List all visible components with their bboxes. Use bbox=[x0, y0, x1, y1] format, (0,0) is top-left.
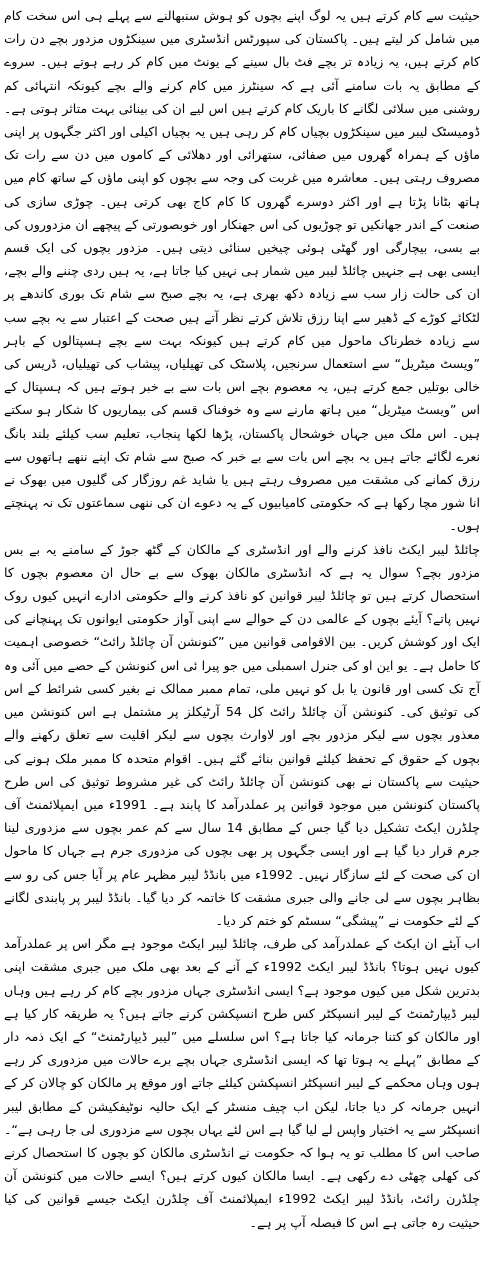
article-paragraph-1: حیثیت سے کام کرتے ہیں یہ لوگ اپنے بچوں کو ہوش سنبھالنے سے پہلے ہی اس سخت کام میں شامل کر لیتے ہیں۔ پاکستان کی سپورٹس انڈسٹری میں سینکڑوں مزدور بچے دن رات کام کرتے ہیں، یہ زیادہ تر بچے فٹ بال سینے کے یونٹ میں کام کر رہے ہوتے ہیں۔ سروے کے مطابق یہ بات سامنے آئی ہے کہ سینٹرز میں کام کرنے والے بچے کیونکہ انتہائی کم روشنی میں سلائی لگانے کا باریک کام کرتے ہیں اس لیے ان کی بینائی بہت متاثر ہوتی ہے۔ ڈومیسٹک لیبر میں سینکڑوں بچیاں کام کر رہی ہیں یہ بچیاں اکیلی اور اکثر جگہوں پر اپنی ماؤں کے ہمراہ گھروں میں صفائی، ستھرائی اور دھلائی کے کاموں میں دن سے رات تک مصروف رہتی ہیں۔ معاشرہ میں غربت کی وجہ سے بچوں کو اپنی ماؤں کے ساتھ کام میں ہاتھ بٹانا پڑتا ہے اور اکثر دوسرے گھروں کا کام کاج بھی کرتی ہیں۔ چوڑی سازی کی صنعت کے اندر جھانکیں تو چوڑیوں کی اس جھنکار اور خوبصورتی کے پیچھے ان مزدوروں کی بے بسی، بیچارگی اور گھٹی ہوئی چیخیں سنائی دیتی ہیں۔ مزدور بچوں کی ایک قسم ایسی بھی ہے جنہیں چائلڈ لیبر میں شمار ہی نہیں کیا جاتا ہے، یہ ہیں ردی چننے والے بچے، ان کی حالت زار سب سے زیادہ دکھ بھری ہے، یہ بچے صبح سے شام تک بوری کاندھے پر لٹکائے کوڑے کے ڈھیر سے اپنا رزق تلاش کرتے نظر آتے ہیں صحت کے اعتبار سے یہ بچے سب سے زیادہ خطرناک ماحول میں کام کرتے ہیں کیونکہ بہت سے بچے ہسپتالوں کے باہر ”ویسٹ میٹریل“ سے استعمال سرنجیں، پلاسٹک کی تھیلیاں، پیشاب کی تھیلیاں، ڈریس کی خالی بوتلیں جمع کرتے ہیں، یہ معصوم بچے اس بات سے بے خبر ہوتے ہیں کہ ہسپتال کے اس ”ویسٹ میٹریل“ میں ہاتھ مارنے سے وہ خوفناک قسم کی بیماریوں کا شکار ہو سکتے ہیں۔ اس ملک میں جہاں خوشحال پاکستان، پڑھا لکھا پنجاب، تعلیم سب کیلئے بلند بانگ نعرے لگائے جاتے ہیں یہ بچے اس بات سے بے خبر کہ صبح سے شام تک اپنے ننھے ہاتھوں سے رزق کمانے کی مشقت میں مصروف رہتے ہیں یا شاید غم روزگار کی گلیوں میں بھوک نے انا شور مچا رکھا ہے کہ حکومتی کامیابیوں کے یہ دعوے ان کی ننھی سماعتوں تک نہ پہنچتے ہوں۔ bbox=[4, 8, 480, 534]
article-paragraph-3: اب آیئے ان ایکٹ کے عملدرآمد کی طرف، چائلڈ لیبر ایکٹ موجود ہے مگر اس پر عملدرآمد کیوں نہیں ہوتا؟ بانڈڈ لیبر ایکٹ 1992ء کے آنے کے بعد بھی ملک میں جبری مشقت اپنی بدترین شکل میں کیوں موجود ہے؟ ایسی انڈسٹری جہاں مزدور بچے کام کر رہے ہیں وہاں لیبر ڈیپارٹمنٹ کے لیبر انسپکٹر کس طرح انسپکشن کرنے جاتے ہیں؟ یہ طریقہ کار کیا ہے اور مالکان کو کتنا جرمانہ کیا جاتا ہے؟ اس سلسلے میں ”لیبر ڈیپارٹمنٹ“ کے ایک ذمہ دار کے مطابق ”پہلے یہ ہوتا تھا کہ ایسی انڈسٹری جہاں بچے برے حالات میں مزدوری کر رہے ہوں وہاں محکمے کے لیبر انسپکٹر انسپکشن کیلئے جاتے اور موقع پر مالکان کو چالان کر کے انہیں جرمانہ کر دیا جاتا، لیکن اب چیف منسٹر کے ایک حالیہ نوٹیفکیشن کے مطابق لیبر انسپکٹر سے یہ اختیار واپس لے لیا گیا ہے اس لئے یہاں بچوں سے مزدوری لی جا رہی ہے“۔ صاحب اس کا مطلب تو یہ ہوا کہ حکومت نے انڈسٹری مالکان کو بچوں کا استحصال کرنے کی کھلی چھٹی دے رکھی ہے۔ ایسا مالکان کیوں کرتے ہیں؟ ایسے حالات میں کنونشن آن چلڈرن رائٹ، بانڈڈ لیبر ایکٹ 1992ء ایمپلائمنٹ آف چلڈرن ایکٹ جیسے قوانین کی کیا حیثیت رہ جاتی ہے اس کا فیصلہ آپ پر ہے۔ bbox=[4, 936, 480, 1230]
article-paragraph-2: چائلڈ لیبر ایکٹ نافذ کرنے والے اور انڈسٹری کے مالکان کے گٹھ جوڑ کے سامنے یہ بے بس مزدور بچے؟ سوال یہ ہے کہ انڈسٹری مالکان بھوک سے بے حال ان معصوم بچوں کا استحصال کرتے ہیں تو چائلڈ لیبر قوانین کو نافذ کرنے والے حکومتی ادارے انہیں کیوں روک نہیں پاتے؟ آیئے بچوں کے عالمی دن کے حوالے سے اپنی آواز حکومتی ایوانوں تک پہنچانے کی ایک اور کوشش کریں۔ بین الاقوامی قوانین میں ”کنونشن آن چائلڈ رائٹ“ خصوصی اہمیت کا حامل ہے۔ یو این او کی جنرل اسمبلی میں جو پیرا ئی اس کنونشن کے حصے میں آئی وہ آج تک کسی اور قانون یا بل کو نہیں ملی، تمام ممبر ممالک نے بغیر کسی شرائط کے اس کی توثیق کی۔ کنونشن آن چائلڈ رائٹ کل 54 آرٹیکلز پر مشتمل ہے اس کنونشن میں معذور بچوں سے لیکر مزدور بچے اور لاوارث بچوں سے لیکر اقلیت سے تعلق رکھنے والے بچوں کے حقوق کے تحفظ کیلئے قوانین بنائے گئے ہیں۔ اقوام متحدہ کا ممبر ملک ہونے کی حیثیت سے پاکستان نے بھی کنونشن آن چائلڈ رائٹ کی غیر مشروط توثیق کی اس طرح پاکستان کنونشن میں موجود قوانین پر عملدرآمد کا پابند ہے۔ 1991ء میں ایمپلائمنٹ آف چلڈرن ایکٹ تشکیل دیا گیا جس کے مطابق 14 سال سے کم عمر بچوں سے مزدوری لینا جرم قرار دیا گیا ہے اور ایسی جگہوں پر بھی بچوں کی مزدوری جرم ہے جہاں کا ماحول ان کی صحت کے لئے سازگار نہیں۔ 1992ء میں بانڈڈ لیبر مظہر عام پر آیا جس کی رو سے بظاہر بچوں سے لی جانے والی جبری مشقت کا خاتمہ کر دیا گیا۔ بانڈڈ لیبر پر پابندی لگانے کے لئے حکومت نے ”پیشگی“ سسٹم کو ختم کر دیا۔ bbox=[4, 541, 480, 928]
